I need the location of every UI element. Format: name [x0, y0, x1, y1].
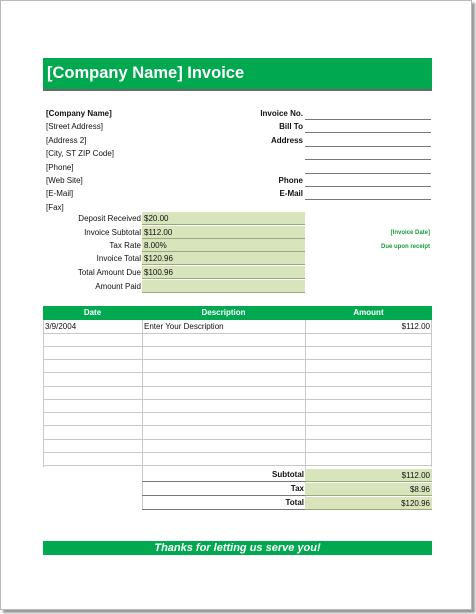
subtotal-label: Invoice Subtotal [84, 228, 141, 237]
due-note: Due upon receipt [380, 244, 430, 250]
bill-to-field[interactable] [305, 120, 431, 133]
email-label: E-Mail [279, 189, 303, 198]
table-row[interactable] [43, 453, 432, 466]
invoice-total-value[interactable]: $120.96 [142, 252, 305, 265]
table-row[interactable] [43, 413, 432, 426]
table-row[interactable] [43, 440, 432, 453]
tax-total-label: Tax [290, 484, 304, 493]
table-row[interactable] [43, 387, 432, 400]
company-city: [City, ST ZIP Code] [46, 149, 115, 158]
address-field-2[interactable] [305, 147, 431, 160]
table-row[interactable] [43, 360, 432, 373]
email-field[interactable] [305, 187, 431, 200]
row-amount: $112.00 [401, 322, 430, 331]
tax-rate-value[interactable]: 8.00% [142, 239, 305, 252]
amount-paid-value[interactable] [142, 280, 305, 293]
company-fax: [Fax] [46, 203, 64, 212]
address-field-3[interactable] [305, 161, 431, 174]
company-address2: [Address 2] [46, 136, 87, 145]
table-row[interactable] [43, 427, 432, 440]
title-banner [43, 58, 432, 91]
invoice-total-label: Invoice Total [96, 254, 141, 263]
row-description: Enter Your Description [144, 322, 224, 331]
phone-field[interactable] [305, 174, 431, 187]
page-title: [Company Name] Invoice [47, 64, 245, 82]
table-row[interactable] [43, 334, 432, 347]
address-field-1[interactable] [305, 134, 431, 147]
tax-rate-label: Tax Rate [109, 241, 141, 250]
subtotal-total-value: $112.00 [305, 469, 432, 482]
company-phone: [Phone] [46, 163, 74, 172]
deposit-label: Deposit Received [78, 214, 141, 223]
address-label: Address [270, 136, 303, 145]
grand-total-label: Total [285, 498, 304, 507]
column-divider [43, 320, 44, 467]
invoice-no-label: Invoice No. [260, 109, 303, 118]
row-date: 3/9/2004 [45, 322, 77, 331]
table-row[interactable] [43, 321, 432, 334]
company-street: [Street Address] [46, 122, 103, 131]
company-name: [Company Name] [46, 109, 112, 118]
amount-due-value[interactable]: $100.96 [142, 266, 305, 279]
invoice-no-field[interactable] [305, 107, 431, 120]
table-header [43, 306, 432, 320]
subtotal-total-label: Subtotal [272, 470, 304, 479]
deposit-value[interactable]: $20.00 [142, 212, 305, 225]
bill-to-label: Bill To [279, 122, 303, 131]
date-column-header: Date [83, 308, 102, 317]
tax-total-value: $8.96 [305, 483, 432, 496]
company-website: [Web Site] [46, 176, 83, 185]
thank-you-banner: Thanks for letting us serve you! [43, 541, 432, 555]
amount-column-header: Amount [353, 308, 384, 317]
table-row[interactable] [43, 347, 432, 360]
company-email: [E-Mail] [46, 189, 74, 198]
table-row[interactable] [43, 400, 432, 413]
amount-paid-label: Amount Paid [95, 282, 141, 291]
invoice-date-note: [Invoice Date] [390, 230, 430, 236]
table-row[interactable] [43, 374, 432, 387]
phone-label: Phone [278, 176, 303, 185]
amount-due-label: Total Amount Due [77, 268, 141, 277]
subtotal-value[interactable]: $112.00 [142, 226, 305, 239]
description-column-header: Description [201, 308, 246, 317]
column-divider [431, 320, 432, 467]
grand-total-value: $120.96 [305, 497, 432, 510]
